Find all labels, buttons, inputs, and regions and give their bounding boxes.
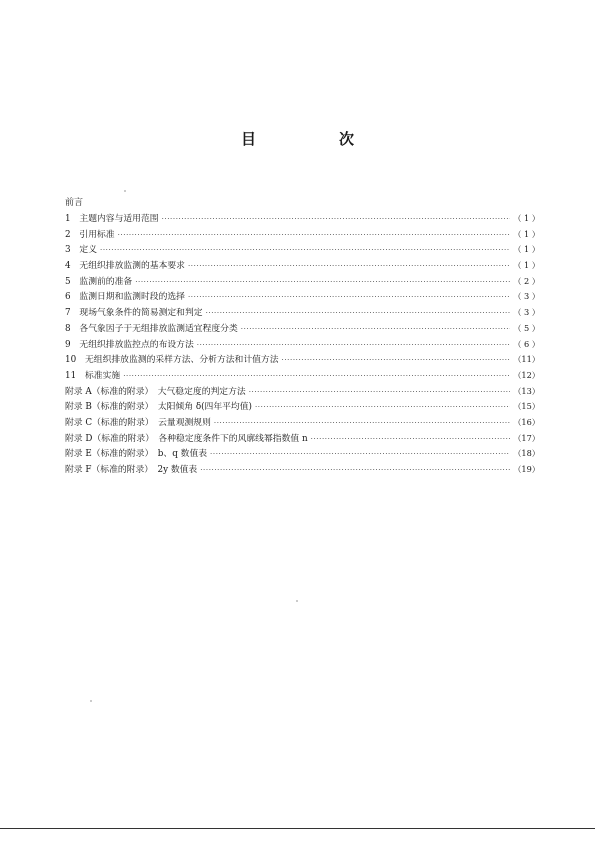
toc-dot-leader [188, 293, 510, 301]
toc-entry-title: 1 主题内容与适用范围 [65, 214, 159, 224]
toc-dot-leader [118, 231, 511, 239]
toc-dot-leader [241, 325, 510, 333]
toc-entry-title: 10 无组织排放监测的采样方法、分析方法和计值方法 [65, 355, 279, 366]
toc-entry-title: 9 无组织排放监控点的布设方法 [65, 339, 194, 350]
scan-speck [90, 700, 92, 702]
toc-entry[interactable] [65, 352, 540, 368]
toc-dot-leader [188, 262, 510, 270]
toc-entry-title: 8 各气象因子于无组排放监测适宜程度分类 [65, 323, 238, 334]
toc-entry-title: 附录 A（标准的附录） 大气稳定度的判定方法 [65, 386, 246, 397]
toc-dot-leader [206, 309, 511, 317]
toc-entry[interactable] [65, 305, 540, 321]
toc-entry-title: 附录 C（标准的附录） 云量观测规则 [65, 417, 211, 428]
scan-speck [124, 190, 126, 192]
toc-entry[interactable] [65, 274, 540, 290]
toc-entry-title: 6 监测日期和监测时段的选择 [65, 292, 185, 303]
table-of-contents [65, 211, 540, 478]
toc-entry[interactable] [65, 384, 540, 400]
toc-entry[interactable] [65, 289, 540, 305]
toc-entry-page: （11） [513, 354, 540, 365]
toc-entry-title: 3 定义 [65, 245, 97, 256]
toc-entry-title: 附录 D（标准的附录） 各种稳定度条件下的风廓线幂指数值 n [65, 433, 308, 444]
toc-entry-title: 11 标准实施 [65, 370, 121, 381]
toc-entry-page: （ 5 ） [513, 322, 540, 333]
toc-entry[interactable] [65, 431, 540, 447]
toc-dot-leader [214, 419, 510, 427]
toc-entry-page: （ 6 ） [513, 338, 540, 349]
toc-entry[interactable] [65, 368, 540, 384]
bottom-rule [0, 828, 595, 829]
toc-dot-leader [100, 246, 510, 254]
toc-entry-page: （ 1 ） [513, 244, 540, 255]
toc-dot-leader [200, 466, 510, 474]
toc-dot-leader [210, 450, 510, 458]
toc-entry[interactable] [65, 415, 540, 431]
toc-entry-page: （17） [513, 432, 540, 443]
toc-dot-leader [123, 372, 510, 380]
toc-entry-page: （ 3 ） [513, 291, 540, 302]
toc-entry-page: （ 3 ） [513, 307, 540, 318]
scan-speck [296, 600, 298, 602]
toc-entry-page: （13） [513, 385, 540, 396]
toc-entry-page: （ 1 ） [513, 260, 540, 271]
toc-dot-leader [282, 356, 511, 364]
toc-entry-title: 5 监测前的准备 [65, 276, 133, 287]
toc-entry[interactable] [65, 227, 540, 243]
toc-entry-title: 附录 B（标准的附录） 太阳倾角 δ(四年平均值) [65, 402, 252, 413]
preface-heading: 前言 [65, 198, 84, 208]
toc-entry-page: （15） [513, 401, 540, 412]
toc-entry[interactable] [65, 446, 540, 462]
toc-entry-page: （19） [513, 464, 540, 474]
toc-entry[interactable] [65, 399, 540, 415]
toc-dot-leader [197, 341, 510, 349]
toc-entry[interactable] [65, 242, 540, 258]
toc-entry-page: （12） [513, 369, 540, 380]
toc-entry-page: （16） [513, 416, 540, 427]
toc-entry-page: （ 1 ） [513, 213, 540, 223]
toc-dot-leader [162, 215, 511, 223]
toc-entry-page: （18） [513, 448, 540, 459]
toc-entry-title: 附录 E（标准的附录） b、q 数值表 [65, 449, 208, 460]
toc-entry[interactable] [65, 321, 540, 337]
toc-dot-leader [135, 278, 510, 286]
toc-entry-page: （ 2 ） [513, 275, 540, 286]
toc-entry[interactable] [65, 211, 540, 227]
toc-dot-leader [249, 388, 511, 396]
toc-dot-leader [311, 435, 511, 443]
toc-entry-title: 7 现场气象条件的简易测定和判定 [65, 308, 203, 319]
toc-entry-title: 附录 F（标准的附录） 2y 数值表 [65, 465, 198, 475]
toc-entry-page: （ 1 ） [513, 228, 540, 239]
toc-entry-title: 4 无组织排放监测的基本要求 [65, 261, 185, 272]
toc-entry[interactable] [65, 337, 540, 353]
toc-dot-leader [255, 403, 510, 411]
toc-entry[interactable] [65, 258, 540, 274]
toc-entry[interactable] [65, 462, 540, 478]
page-title: 目 次 [240, 130, 388, 148]
toc-entry-title: 2 引用标准 [65, 229, 115, 240]
